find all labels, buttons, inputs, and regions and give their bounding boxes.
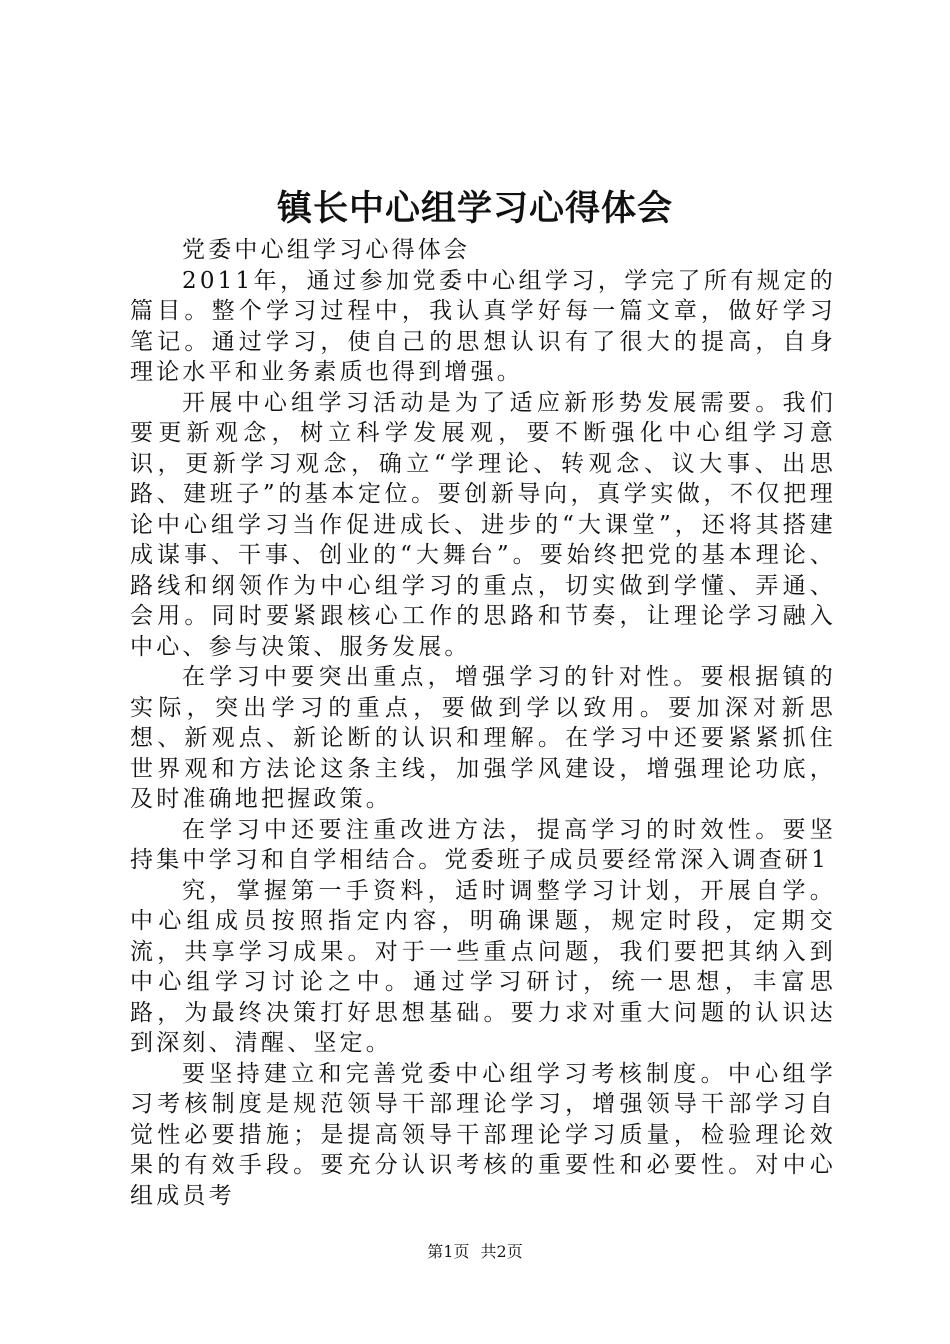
paragraph: 究，掌握第一手资料，适时调整学习计划，开展自学。中心组成员按照指定内容，明确课题，规定时段，定期交流，共享学习成果。对于一些重点问题，我们要把其纳入到中心组学习讨论之中。通过学习研讨，统一思想，丰富思路，为最终决策打好思想基础。要力求对重大问题的认识达到深刻、清醒、坚定。 [130, 877, 836, 1056]
subtitle-paragraph: 党委中心组学习心得体会 [182, 237, 471, 263]
document-body [130, 235, 836, 1211]
page-total: 共2页 [480, 1242, 523, 1261]
paragraph: 开展中心组学习活动是为了适应新形势发展需要。我们要更新观念，树立科学发展观，要不断强化中心组学习意识，更新学习观念，确立“学理论、转观念、议大事、出思路、建班子”的基本定位。要创新导向，真学实做，不仅把理论中心组学习当作促进成长、进步的“大课堂”，还将其搭建成谋事、干事、创业的“大舞台”。要始终把党的基本理论、路线和纲领作为中心组学习的重点，切实做到学懂、弄通、会用。同时要紧跟核心工作的思路和节奏，让理论学习融入中心、参与决策、服务发展。 [130, 389, 836, 660]
page-number: 第1页 [427, 1242, 470, 1261]
paragraph: 在学习中还要注重改进方法，提高学习的时效性。要坚持集中学习和自学相结合。党委班子成员要经常深入调查研1 [130, 816, 836, 873]
page-title: 镇长中心组学习心得体会 [276, 188, 673, 229]
paragraph: 2011年，通过参加党委中心组学习，学完了所有规定的篇目。整个学习过程中，我认真学好每一篇文章，做好学习笔记。通过学习，使自己的思想认识有了很大的提高，自身理论水平和业务素质也得到增强。 [130, 267, 836, 385]
paragraph: 在学习中要突出重点，增强学习的针对性。要根据镇的实际，突出学习的重点，要做到学以致用。要加深对新思想、新观点、新论断的认识和理解。在学习中还要紧紧抓住世界观和方法论这条主线，加强学风建设，增强理论功底，及时准确地把握政策。 [130, 664, 836, 812]
paragraph: 要坚持建立和完善党委中心组学习考核制度。中心组学习考核制度是规范领导干部理论学习，增强领导干部学习自觉性必要措施；是提高领导干部理论学习质量，检验理论效果的有效手段。要充分认识考核的重要性和必要性。对中心组成员考 [130, 1060, 836, 1209]
page-footer [0, 1240, 950, 1264]
